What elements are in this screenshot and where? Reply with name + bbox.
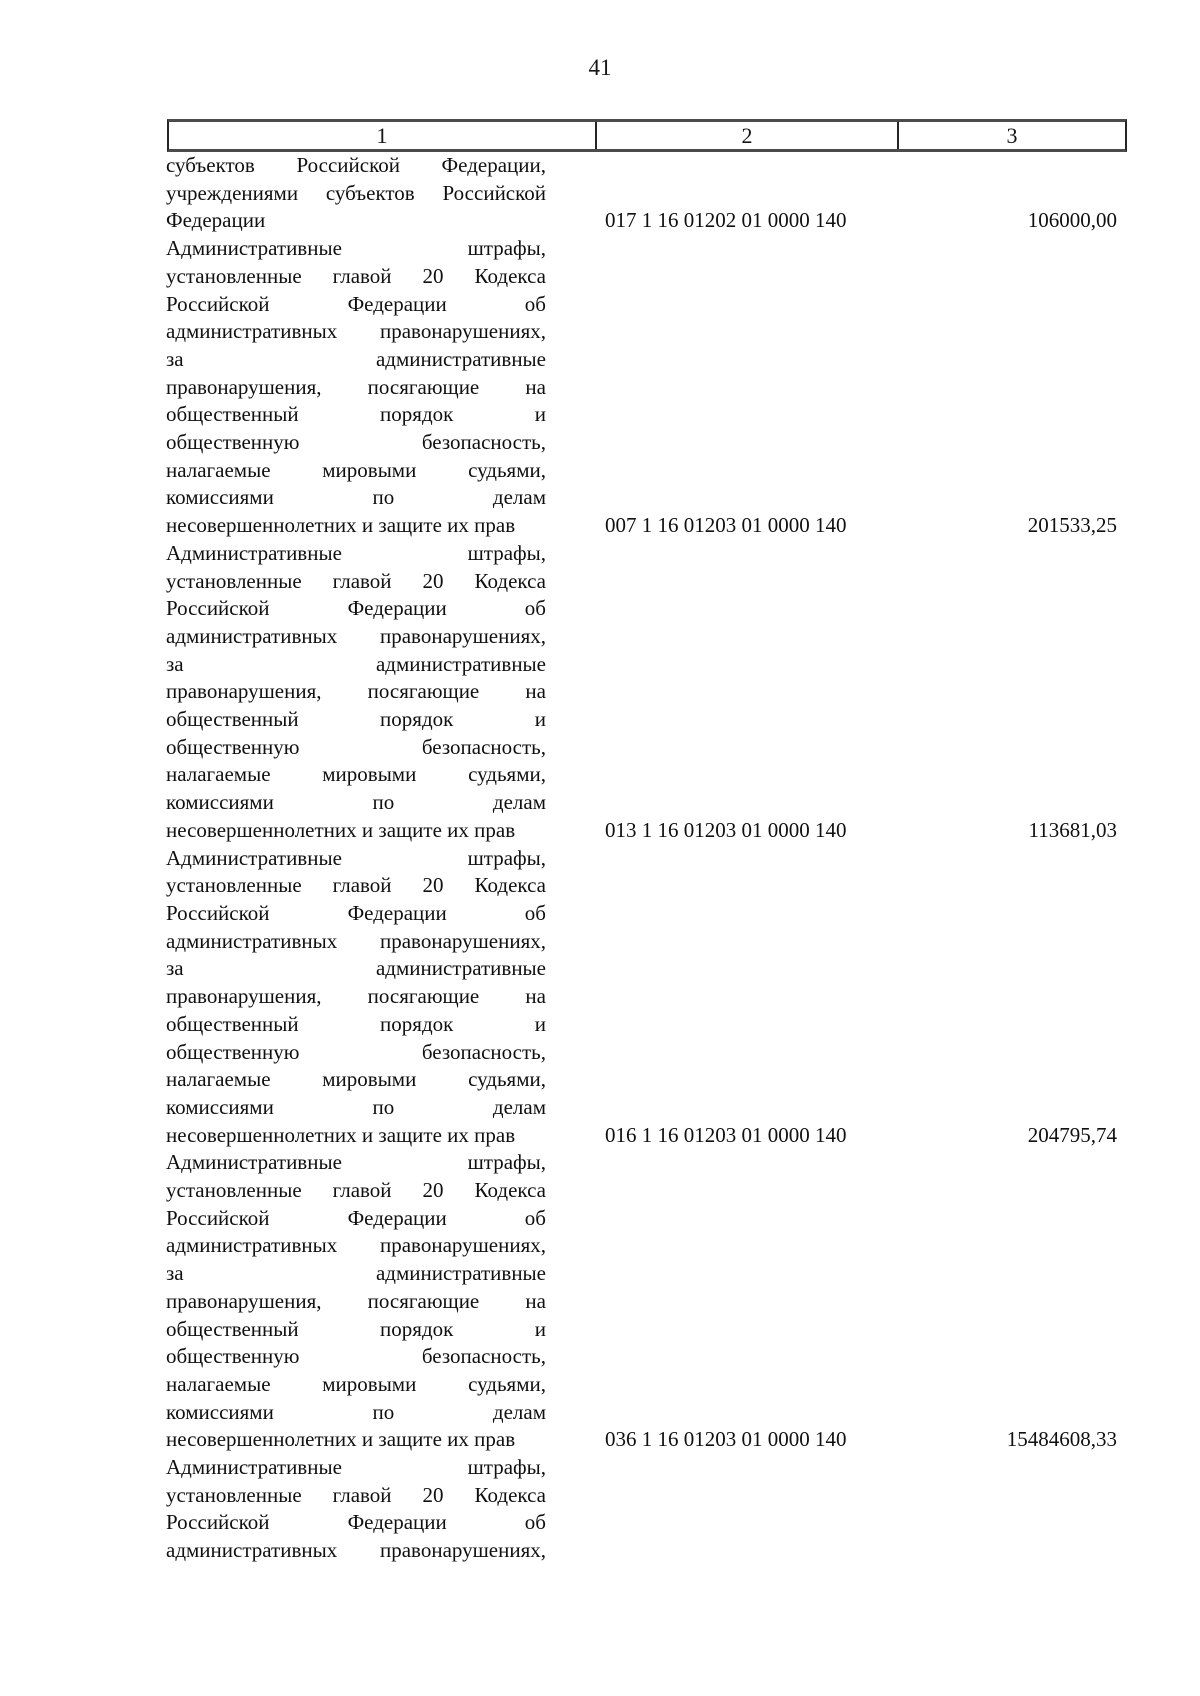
description-line: правонарушения, посягающие на [166,374,546,399]
description-line: Российской Федерации об [166,1205,546,1230]
table-row [166,235,1127,540]
description-line: несовершеннолетних и защите их прав [166,1427,516,1452]
description-line: комиссиями по делам [166,485,546,510]
row-budget-code: 016 1 16 01203 01 0000 140 [605,1122,847,1147]
description-line: правонарушения, посягающие на [166,679,546,704]
description-line: Федерации [166,208,266,233]
description-line: комиссиями по делам [166,1094,546,1119]
table-header-col1: 1 [169,122,597,149]
description-line: налагаемые мировыми судьями, [166,1067,546,1092]
description-line: Административные штрафы, [166,1150,546,1175]
description-line: Российской Федерации об [166,1510,546,1535]
description-line: общественную безопасность, [166,1344,546,1369]
description-line: общественную безопасность, [166,430,546,455]
table-row [166,540,1127,845]
row-description [166,152,596,235]
description-line: общественный порядок и [166,402,546,427]
description-line: административных правонарушениях, [166,319,546,344]
description-line: Российской Федерации об [166,596,546,621]
description-line: общественную безопасность, [166,1039,546,1064]
description-line: установленные главой 20 Кодекса [166,1482,546,1507]
description-line: Административные штрафы, [166,1455,546,1480]
description-line: общественный порядок и [166,707,546,732]
row-amount: 201533,25 [1027,513,1117,538]
row-amount: 106000,00 [1027,208,1117,233]
description-line: установленные главой 20 Кодекса [166,873,546,898]
description-line: административных правонарушениях, [166,1233,546,1258]
description-line: субъектов Российской Федерации, [166,153,546,177]
description-line: налагаемые мировыми судьями, [166,457,546,482]
description-line: Российской Федерации об [166,291,546,316]
description-line: комиссиями по делам [166,1399,546,1424]
table-header-col3: 3 [1006,122,1018,148]
row-amount: 113681,03 [1028,817,1117,842]
description-line: Административные штрафы, [166,236,546,261]
description-line: за административные [166,346,546,371]
description-line: административных правонарушениях, [166,623,546,648]
row-budget-code: 013 1 16 01203 01 0000 140 [605,817,847,842]
description-line: общественный порядок и [166,1316,546,1341]
table-row [166,1149,1127,1454]
row-amount: 15484608,33 [1006,1427,1117,1452]
table-row [166,152,1127,235]
description-line: налагаемые мировыми судьями, [166,762,546,787]
description-line: установленные главой 20 Кодекса [166,1178,546,1203]
description-line: Административные штрафы, [166,845,546,870]
table-header-col2: 2 [597,122,899,149]
table-row [166,845,1127,1150]
row-budget-code: 007 1 16 01203 01 0000 140 [605,513,847,538]
table-body [166,152,1127,1565]
description-line: несовершеннолетних и защите их прав [166,513,516,538]
description-line: налагаемые мировыми судьями, [166,1371,546,1396]
table-header-row [167,119,1127,152]
description-line: административных правонарушениях, [166,1538,546,1563]
row-description [166,540,596,845]
description-line: несовершеннолетних и защите их прав [166,817,516,842]
description-line: комиссиями по делам [166,790,546,815]
description-line: Административные штрафы, [166,540,546,565]
description-line: установленные главой 20 Кодекса [166,568,546,593]
description-line: за административные [166,651,546,676]
table-row [166,1454,1127,1565]
page-number: 41 [588,55,612,80]
row-description [166,235,596,540]
description-line: учреждениями субъектов Российской [166,180,546,205]
description-line: несовершеннолетних и защите их прав [166,1122,516,1147]
description-line: Российской Федерации об [166,900,546,925]
description-line: установленные главой 20 Кодекса [166,263,546,288]
row-description [166,845,596,1150]
row-budget-code: 017 1 16 01202 01 0000 140 [605,208,847,233]
description-line: за административные [166,956,546,981]
description-line: общественную безопасность, [166,734,546,759]
row-description [166,1149,596,1454]
description-line: за административные [166,1261,546,1286]
description-line: правонарушения, посягающие на [166,984,546,1009]
row-description [166,1454,596,1565]
description-line: административных правонарушениях, [166,928,546,953]
description-line: правонарушения, посягающие на [166,1288,546,1313]
row-amount: 204795,74 [1027,1122,1117,1147]
description-line: общественный порядок и [166,1011,546,1036]
row-budget-code: 036 1 16 01203 01 0000 140 [605,1427,847,1452]
